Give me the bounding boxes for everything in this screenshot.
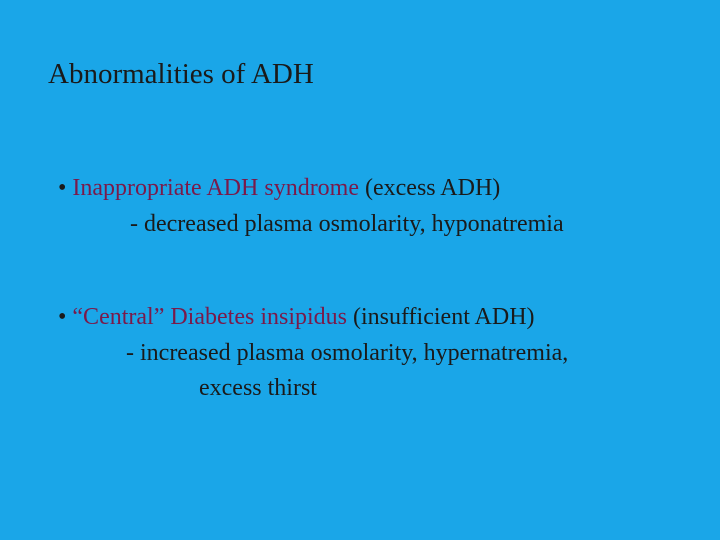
slide-title: Abnormalities of ADH	[48, 58, 314, 90]
bullet-2-subline-1: - increased plasma osmolarity, hypernatremia,	[126, 340, 569, 366]
bullet-1-subline-1: - decreased plasma osmolarity, hyponatremia	[130, 211, 564, 237]
bullet-2-rest: (insufficient ADH)	[347, 304, 535, 330]
bullet-item-2	[58, 302, 535, 332]
bullet-1-highlight: Inappropriate ADH syndrome	[72, 175, 359, 201]
bullet-icon: •	[58, 304, 67, 330]
bullet-2-subline-2: excess thirst	[199, 375, 317, 401]
bullet-item-1	[58, 173, 500, 203]
bullet-1-rest: (excess ADH)	[359, 175, 501, 201]
bullet-2-highlight: “Central” Diabetes insipidus	[72, 304, 347, 330]
bullet-icon: •	[58, 175, 67, 201]
